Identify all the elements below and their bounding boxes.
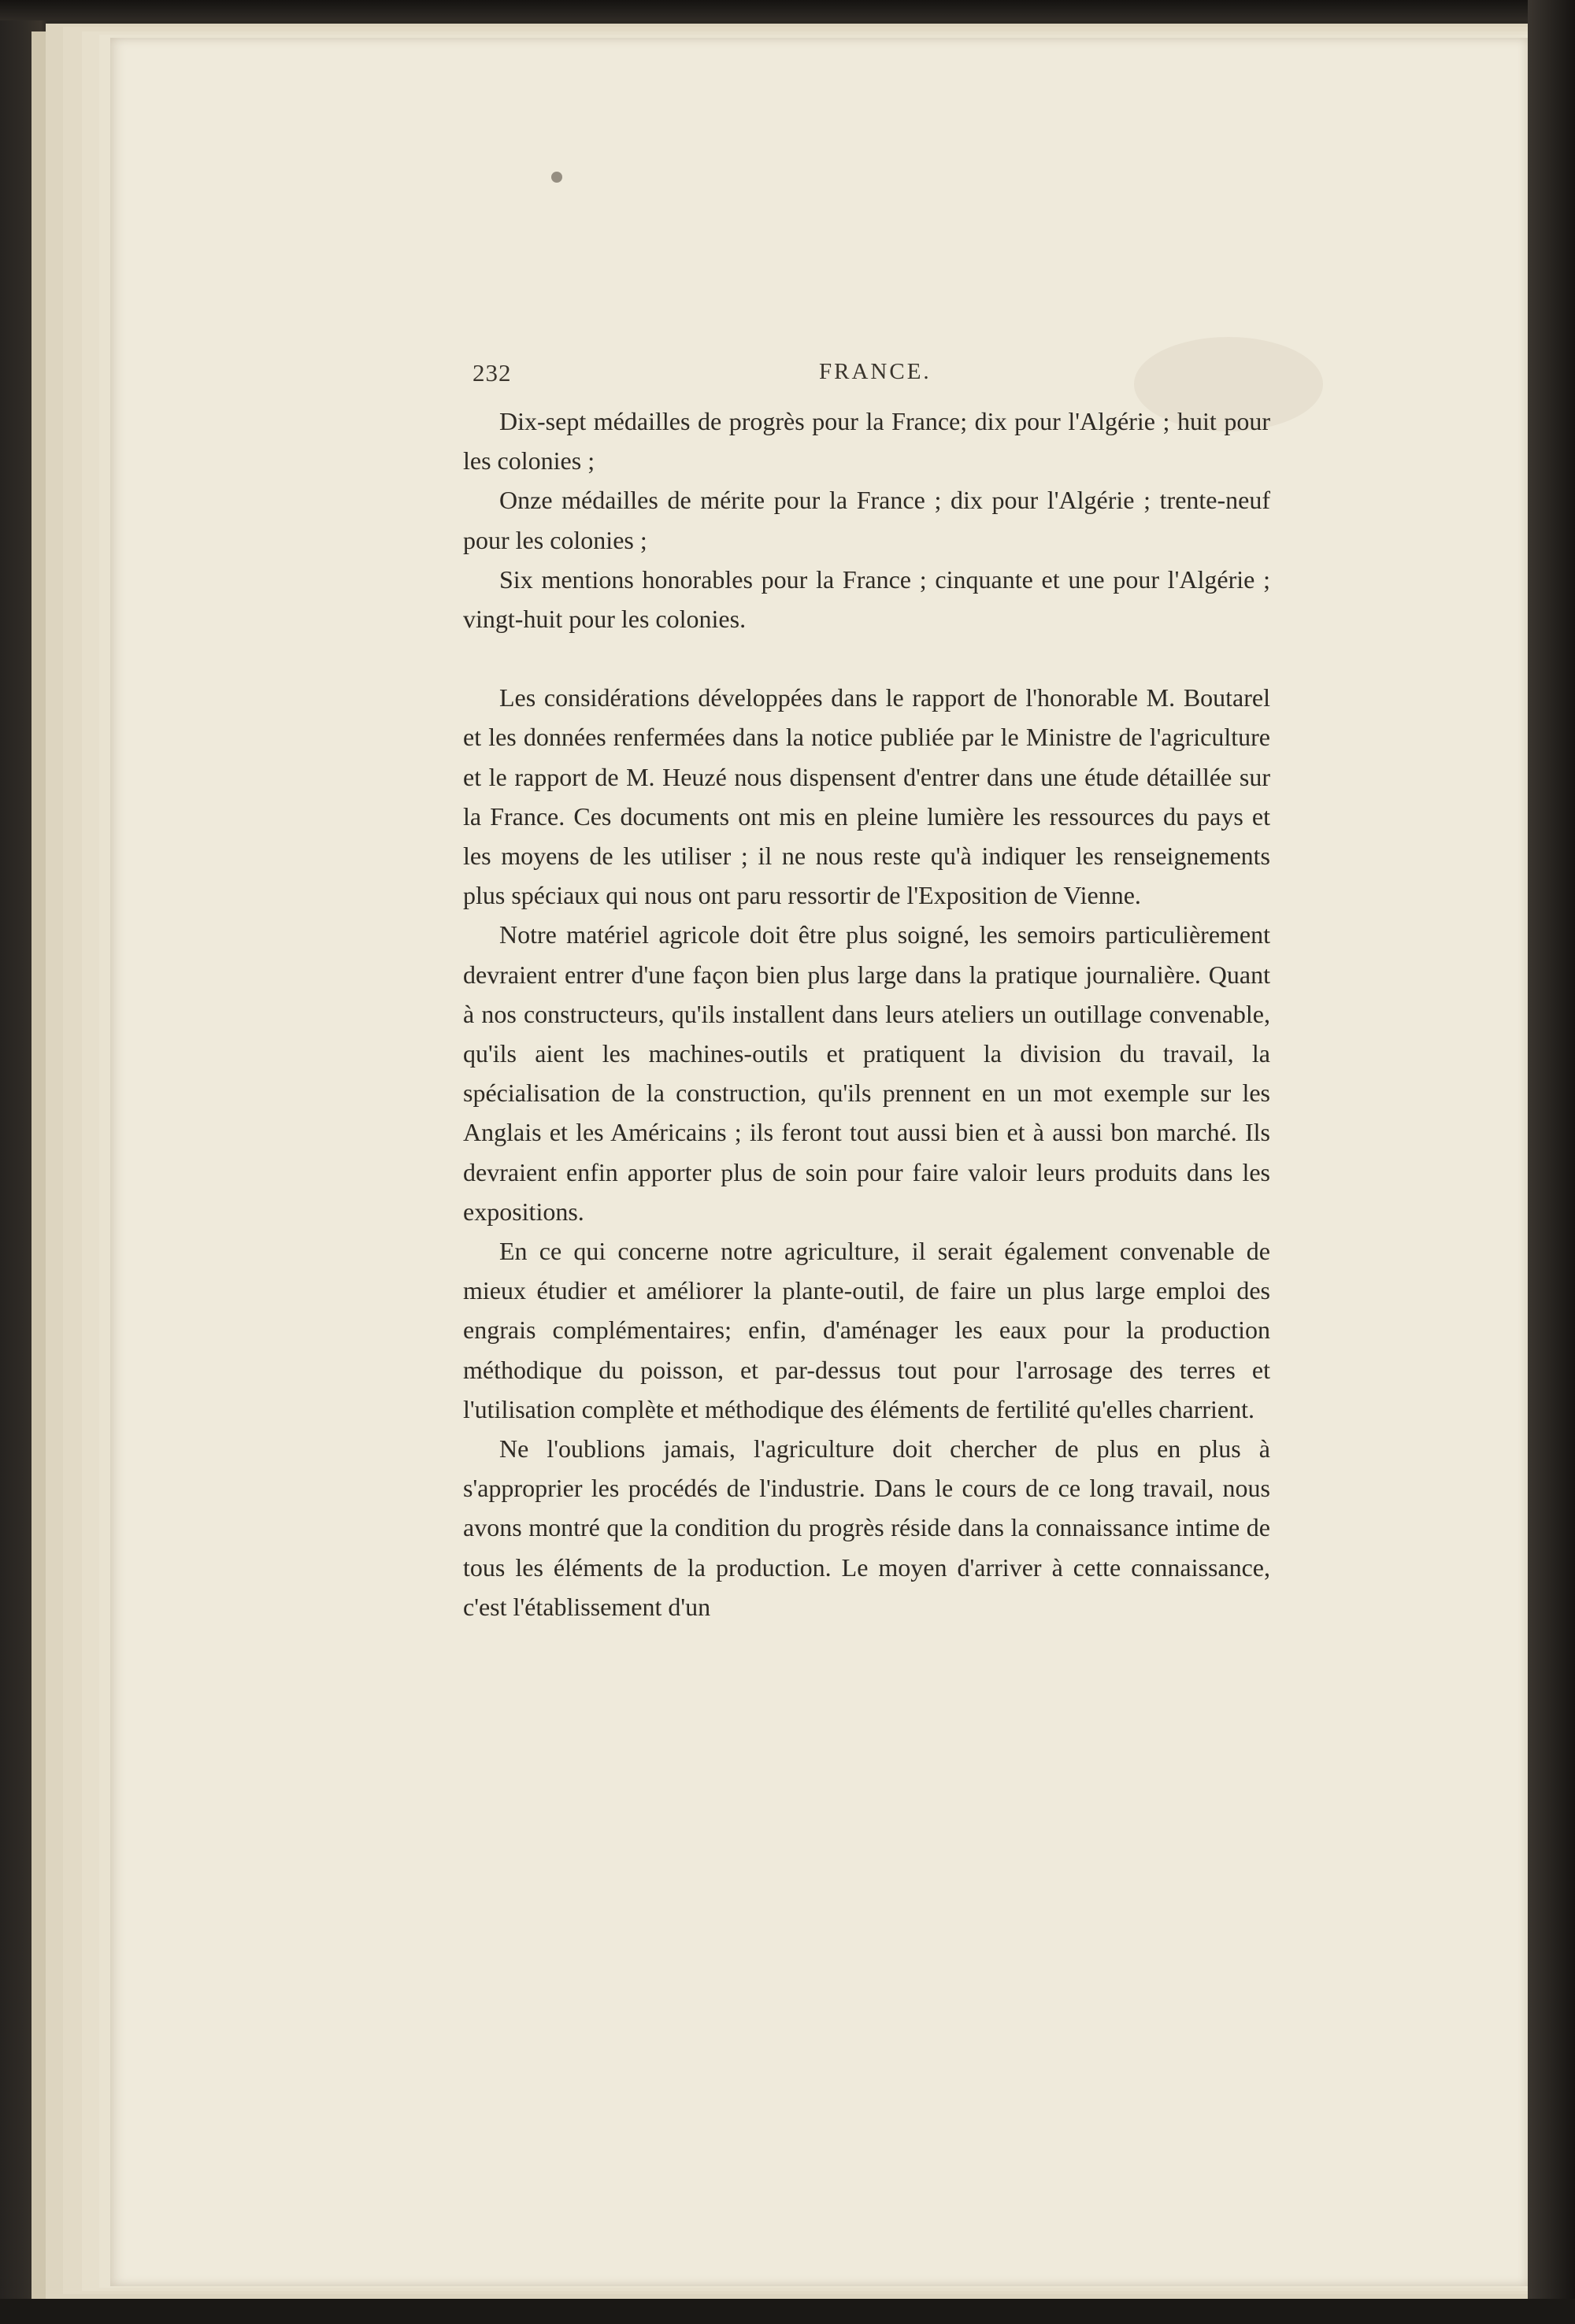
scan-top-edge <box>0 0 1575 20</box>
running-title: FRANCE. <box>819 359 932 384</box>
scan-bottom-edge <box>0 2299 1575 2324</box>
scan-right-edge <box>1528 0 1575 2324</box>
paragraph: Ne l'oublions jamais, l'agriculture doit chercher de plus en plus à s'approprier les procédés de l'industrie. Dans le cours de ce long travail, nous avons montré que la condition du progrès réside dans la connaissance intime de tous les éléments de la production. Le moyen d'arriver à cette connaissance, c'est l'établissement d'un <box>463 1434 1270 1621</box>
body-text <box>463 402 1270 1626</box>
paragraph: Onze médailles de mérite pour la France ; dix pour l'Algérie ; trente-neuf pour les colonies ; <box>463 486 1270 554</box>
page-number: 232 <box>472 359 512 387</box>
running-head <box>472 359 1268 398</box>
paragraph: Les considérations développées dans le rapport de l'honorable M. Boutarel et les données renfermées dans la notice publiée par le Ministre de l'agriculture et le rapport de M. Heuzé nous dispensent d'entrer dans une étude détaillée sur la France. Ces documents ont mis en pleine lumière les ressources du pays et les moyens de les utiliser ; il ne nous reste qu'à indiquer les renseignements plus spéciaux qui nous ont paru ressortir de l'Exposition de Vienne. <box>463 683 1270 910</box>
paragraph: Dix-sept médailles de progrès pour la France; dix pour l'Algérie ; huit pour les colonies ; <box>463 407 1270 476</box>
paragraph: En ce qui concerne notre agriculture, il serait également convenable de mieux étudier et améliorer la plante-outil, de faire un plus large emploi des engrais complémentaires; enfin, d'aménager les eaux pour la production méthodique du poisson, et par-dessus tout pour l'arrosage des terres et l'utilisation complète et méthodique des éléments de fertilité qu'elles charrient. <box>463 1237 1270 1423</box>
paragraph: Six mentions honorables pour la France ; cinquante et une pour l'Algérie ; vingt-huit pour les colonies. <box>463 564 1270 634</box>
paragraph: Notre matériel agricole doit être plus soigné, les semoirs particulièrement devraient entrer d'une façon bien plus large dans la pratique journalière. Quant à nos constructeurs, qu'ils installent dans leurs ateliers un outillage convenable, qu'ils aient les machines-outils et pratiquent la division du travail, la spécialisation de la construction, qu'ils prennent en un mot exemple sur les Anglais et les Américains ; ils feront tout aussi bien et à aussi bon marché. Ils devraient enfin apporter plus de soin pour faire valoir leurs produits dans les expositions. <box>463 920 1270 1226</box>
ink-speck <box>551 172 562 183</box>
